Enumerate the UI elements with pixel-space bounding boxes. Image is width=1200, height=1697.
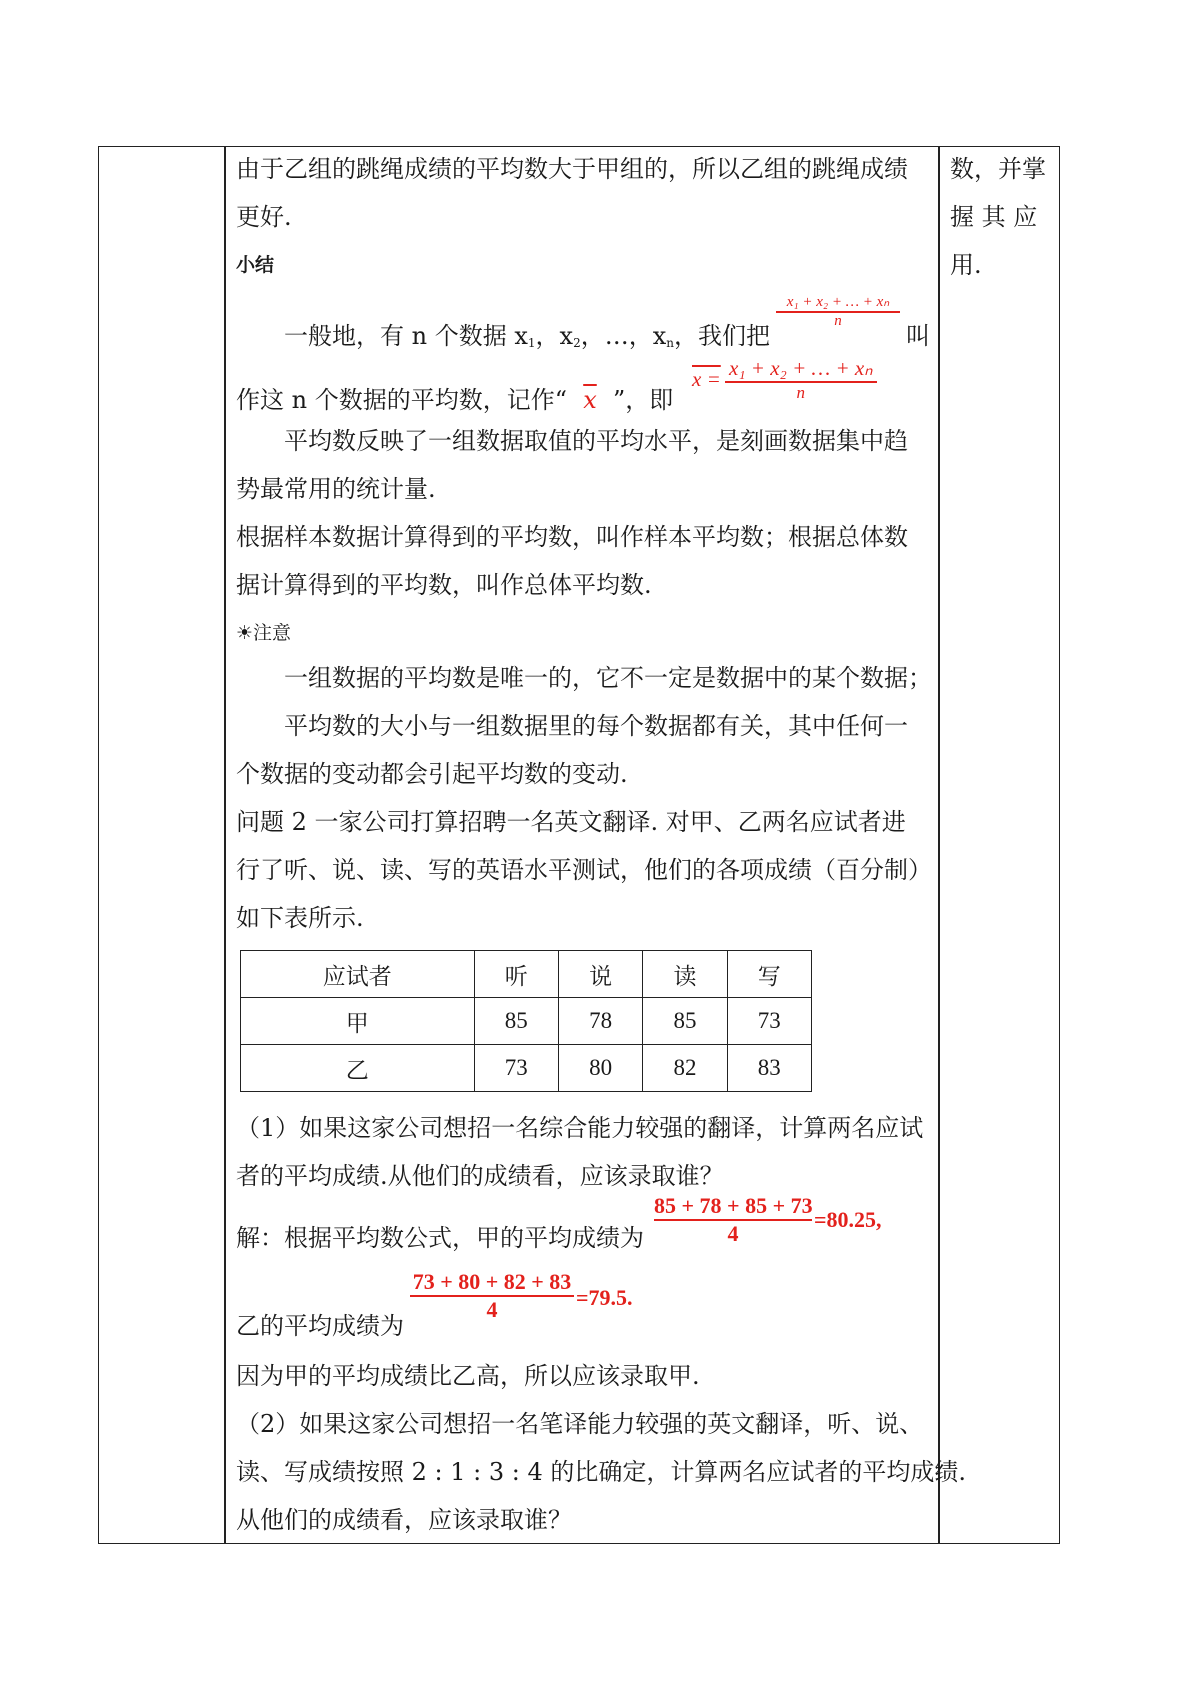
note-item-2-line-1: 平均数的大小与一组数据里的每个数据都有关，其中任何一 [284,712,908,740]
formula-numerator: x₁ + x₂ + … + xₙ [728,356,873,380]
question-2-line-2: 读、写成绩按照 2 : 1 : 3 : 4 的比确定，计算两名应试者的平均成绩. [236,1458,966,1486]
definition-line-1: 一般地，有 n 个数据 $x_1$，$x_2$，…，$x_n$，我们把 [284,322,770,350]
problem-2-line-2: 行了听、说、读、写的英语水平测试，他们的各项成绩（百分制） [236,856,932,884]
mean-fraction-inline [776,292,900,330]
table-row [241,998,812,1045]
calc-yi-denominator: 4 [486,1297,498,1322]
calc-yi-result: =79.5. [576,1285,633,1310]
calc-yi [410,1269,633,1323]
table-header-cell: 写 [727,951,811,998]
mean-fraction-numerator: x₁ + x₂ + … + xₙ [786,294,890,310]
note-item-1: 一组数据的平均数是唯一的，它不一定是数据中的某个数据； [284,664,932,692]
objective-text-line-2: 握 其 应 [950,203,1038,231]
column-divider-left [224,146,226,1544]
column-divider-right [938,146,940,1544]
conclusion-line-1: 由于乙组的跳绳成绩的平均数大于甲组的，所以乙组的跳绳成绩 [236,155,908,183]
objective-text-line-1: 数，并掌 [950,155,1046,183]
table-row [241,1045,812,1092]
formula-denominator: n [796,382,805,402]
problem-2-line-1: 问题 2 一家公司打算招聘一名英文翻译. 对甲、乙两名应试者进 [236,808,906,836]
table-cell: 乙 [241,1045,475,1092]
conclusion-line-2: 更好. [236,203,292,231]
table-cell: 83 [727,1045,811,1092]
table-cell: 73 [727,998,811,1045]
question-1-line-2: 者的平均成绩.从他们的成绩看，应该录取谁？ [236,1162,724,1190]
problem-2-line-3: 如下表所示. [236,904,364,932]
sample-mean-line-2: 据计算得到的平均数，叫作总体平均数. [236,571,652,599]
question-2-line-1: （2）如果这家公司想招一名笔译能力较强的英文翻译，听、说、 [236,1410,924,1438]
solution-line-2: 乙的平均成绩为 [236,1312,404,1340]
definition-line-2: 作这 n 个数据的平均数，记作“ $\overline{x}$ ”，即 [236,377,673,424]
objective-text-line-3: 用. [950,251,982,279]
table-cell: 78 [558,998,642,1045]
table-cell: 甲 [241,998,475,1045]
table-header-cell: 听 [474,951,558,998]
mean-meaning-line-1: 平均数反映了一组数据取值的平均水平，是刻画数据集中趋 [284,427,908,455]
table-cell: 73 [474,1045,558,1092]
calc-jia-numerator: 85 + 78 + 85 + 73 [654,1193,813,1218]
mean-fraction-denominator: n [834,312,842,329]
question-1-line-1: （1）如果这家公司想招一名综合能力较强的翻译，计算两名应试 [236,1114,924,1142]
table-header-row [241,951,812,998]
table-header-cell: 应试者 [241,951,475,998]
formula-lhs: x = [692,366,721,391]
scores-table [240,950,812,1092]
question-2-line-3: 从他们的成绩看，应该录取谁？ [236,1506,572,1534]
calc-jia [654,1193,882,1247]
mean-meaning-line-2: 势最常用的统计量. [236,475,436,503]
sample-mean-line-1: 根据样本数据计算得到的平均数，叫作样本平均数；根据总体数 [236,523,908,551]
table-cell: 82 [643,1045,727,1092]
note-item-2-line-2: 个数据的变动都会引起平均数的变动. [236,760,628,788]
table-header-cell: 说 [558,951,642,998]
calc-jia-result: =80.25, [814,1207,882,1232]
table-cell: 80 [558,1045,642,1092]
table-header-cell: 读 [643,951,727,998]
note-heading: ☀注意 [236,622,292,644]
summary-heading: 小结 [236,254,275,276]
table-cell: 85 [474,998,558,1045]
calc-jia-denominator: 4 [727,1221,739,1246]
table-cell: 85 [643,998,727,1045]
solution-line-1: 解：根据平均数公式，甲的平均成绩为 [236,1224,644,1252]
calc-yi-numerator: 73 + 80 + 82 + 83 [412,1269,572,1294]
mean-formula [692,356,877,403]
xbar-symbol: $\overline{x}$ [583,386,597,414]
solution-line-3: 因为甲的平均成绩比乙高，所以应该录取甲. [236,1362,700,1390]
definition-line-1-end: 叫 [906,322,930,350]
